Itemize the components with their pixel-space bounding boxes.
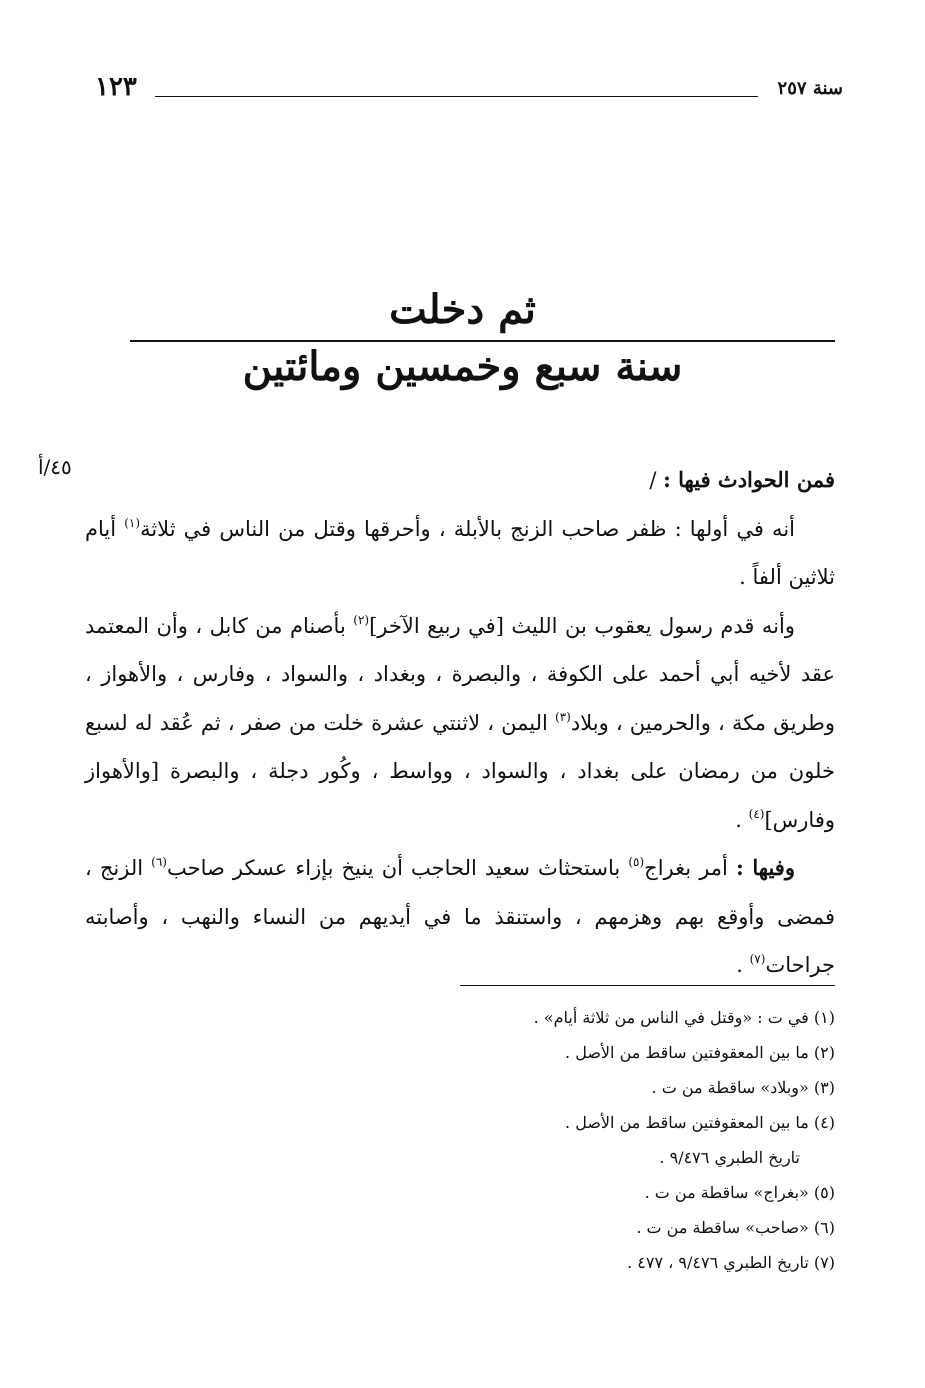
paragraph-4-text-c: الزنج ، فمضى وأوقع بهم وهزمهم ، واستنقذ ما في أيديهم من النساء والنهب ، وأصابته جراحات bbox=[85, 856, 835, 977]
footnotes bbox=[85, 1000, 835, 1280]
footnote-2: (٢) ما بين المعقوفتين ساقط من الأصل . bbox=[565, 1043, 835, 1062]
footnote-ref-6[interactable]: (٦) bbox=[151, 855, 167, 869]
bracketed-insertion-1: [في ربيع الآخر] bbox=[369, 613, 504, 638]
footnote-ref-2[interactable]: (٢) bbox=[353, 612, 370, 627]
main-text bbox=[85, 456, 835, 990]
section-lead-2: وفيها : bbox=[735, 855, 795, 880]
bracketed-insertion-2: [والأهواز وفارس] bbox=[85, 759, 835, 832]
footnote-7: (٧) تاريخ الطبري ٩/٤٧٦ ، ٤٧٧ . bbox=[627, 1253, 835, 1272]
paragraph-4-text-a: أمر بغراج bbox=[644, 856, 736, 880]
footnote-ref-4[interactable]: (٤) bbox=[748, 806, 765, 821]
paragraph-4 bbox=[85, 844, 835, 990]
running-header bbox=[95, 72, 843, 112]
footnote-1: (١) في ت : «وقتل في الناس من ثلاثة أيام» . bbox=[533, 1008, 835, 1027]
paragraph-3-text-b: بأصنام من كابل ، وأن المعتمد عقد لأخيه أبي أحمد على الكوفة ، والبصرة ، وبغداد ، والسواد ، وفارس ، والأهواز ، وطريق مكة ، والحرمين ، وبلاد bbox=[85, 613, 835, 735]
paragraph-2-text-b: أيام ثلاثين ألفاً . bbox=[85, 516, 835, 589]
running-header-year: سنة ٢٥٧ bbox=[777, 78, 843, 99]
footnote-5: (٥) «بغراج» ساقطة من ت . bbox=[644, 1183, 835, 1202]
footnote-6: (٦) «صاحب» ساقطة من ت . bbox=[636, 1218, 835, 1237]
paragraph-4-text-b: باستحثاث سعيد الحاجب أن ينيخ بإزاء عسكر صاحب bbox=[166, 856, 629, 880]
chapter-title-line-2: سنة سبع وخمسين ومائتين bbox=[242, 343, 683, 390]
paragraph-2-text-a: أنه في أولها : ظفر صاحب الزنج بالأبلة ، وأحرقها وقتل من الناس في ثلاثة bbox=[140, 516, 795, 541]
footnote-ref-3[interactable]: (٣) bbox=[555, 709, 571, 724]
footnote-4-continuation: تاريخ الطبري ٩/٤٧٦ . bbox=[659, 1148, 800, 1167]
manuscript-folio-mark: ٤٥/أ bbox=[38, 455, 72, 479]
page-number: ١٢٣ bbox=[95, 72, 137, 102]
paragraph-3-text-c: اليمن ، لاثنتي عشرة خلت من صفر ، ثم عُقد له لسبع خلون من رمضان على بغداد ، والسواد ، وواسط ، وكُور دجلة ، والبصرة bbox=[85, 710, 835, 783]
paragraph-4-text-d: . bbox=[736, 953, 750, 977]
chapter-title-line-1: ثم دخلت bbox=[389, 286, 536, 333]
page-break-mark: / bbox=[649, 468, 664, 492]
footnotes-rule bbox=[460, 985, 835, 986]
footnote-3: (٣) «وبلاد» ساقطة من ت . bbox=[651, 1078, 835, 1097]
paragraph-2 bbox=[85, 505, 835, 602]
paragraph-3 bbox=[85, 602, 835, 845]
footnote-ref-7[interactable]: (٧) bbox=[749, 952, 766, 966]
section-lead: فمن الحوادث فيها : bbox=[663, 467, 835, 492]
title-rule bbox=[130, 340, 835, 342]
footnote-4: (٤) ما بين المعقوفتين ساقط من الأصل . bbox=[565, 1113, 835, 1132]
footnote-ref-1[interactable]: (١) bbox=[124, 515, 141, 530]
paragraph-3-text-a: وأنه قدم رسول يعقوب بن الليث bbox=[503, 613, 795, 638]
paragraph-3-text-d: . bbox=[735, 807, 749, 832]
paragraph-1 bbox=[85, 456, 835, 505]
footnote-ref-5[interactable]: (٥) bbox=[628, 855, 645, 869]
header-rule bbox=[155, 96, 758, 97]
